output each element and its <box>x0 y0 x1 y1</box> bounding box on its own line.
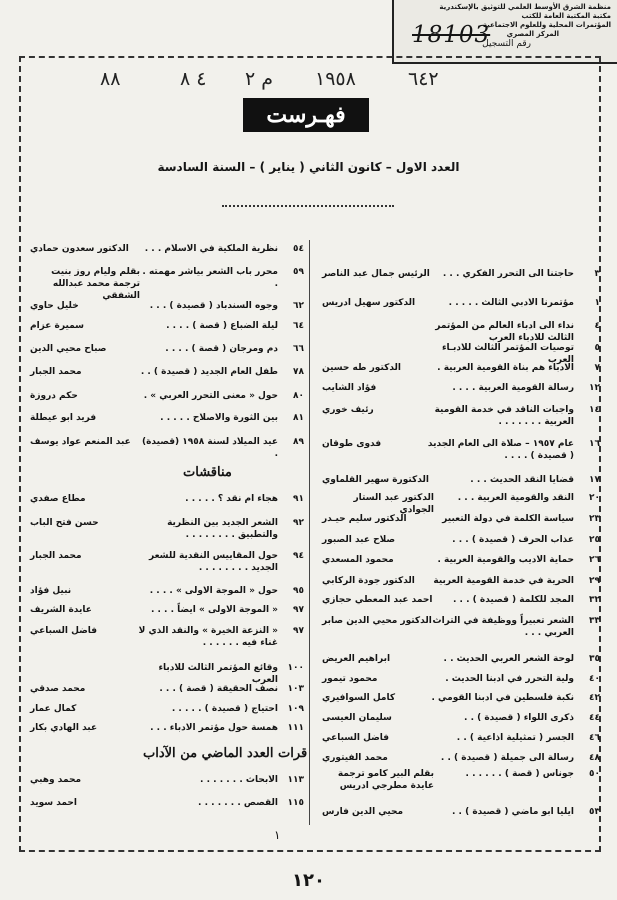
right_column-entry <box>322 673 600 687</box>
entry-author: سليمان العيسى <box>322 713 392 723</box>
stamp-line-3: المؤتمرات المحلية وللعلوم الاجتماعية <box>482 21 611 29</box>
left_column-entry <box>30 243 304 257</box>
entry-title: رسالة الى جميلة ( قصيدة ) . . <box>440 753 574 763</box>
left_column-entry <box>30 436 304 459</box>
right_column-entry <box>322 653 600 667</box>
right_column-entry <box>322 712 600 726</box>
right_column-entry <box>322 382 600 396</box>
right_column-entry <box>322 615 600 641</box>
entry-author: خليل حاوي <box>30 301 79 311</box>
handwritten-issue: م ٢ <box>245 68 274 90</box>
entry-title: نداء الى ادباء العالم من المؤتمر الثالث للادباء العرب <box>435 321 574 343</box>
entry-title: ليلة الضباع ( قصة ) . . . . <box>166 321 278 331</box>
entry-author: عبد المنعم عواد يوسف <box>30 437 131 447</box>
entry-page-number: ٦٦ <box>293 344 304 354</box>
entry-author: بقلم وليام روز بنيت ترجمة محمد عبدالله الشفقي <box>51 267 140 301</box>
entry-page-number: ٢٩ <box>589 576 600 586</box>
entry-page-number: ٢٥ <box>589 535 600 545</box>
entry-title: احتياج ( قصيدة ) . . . . . <box>171 704 278 714</box>
left_column-entry <box>30 412 304 426</box>
entry-title: ايليا ابو ماضي ( قصيدة ) . . <box>452 807 574 817</box>
entry-page-number: ٩٧ <box>293 626 304 636</box>
entry-page-number: ٧ <box>594 363 600 373</box>
entry-page-number: ١٢ <box>589 383 600 393</box>
entry-title: القصص . . . . . . . <box>198 798 278 808</box>
handwritten-year: ١٩٥٨ <box>315 68 356 90</box>
discussions-entry <box>30 662 304 685</box>
entry-page-number: ٢٣ <box>589 514 600 524</box>
entry-author: الدكتورة سهير القلماوي <box>322 475 429 485</box>
entry-author: الدكتور محيي الدين صابر <box>322 616 432 626</box>
stamp-line-4: المركز المصري <box>506 30 559 38</box>
discussions-entry <box>30 517 304 543</box>
right_column-entry <box>322 575 600 589</box>
entry-title: طفل العام الجديد ( قصيدة ) . . <box>140 367 278 377</box>
entry-title: ولية التحرر في ادبنا الحديث . <box>445 674 574 684</box>
entry-title: مؤتمرنا الادبي الثالث . . . . . <box>448 298 574 308</box>
right_column-entry <box>322 362 600 376</box>
entry-author: الدكتور جودة الركابي <box>322 576 415 586</box>
entry-title: الادباء هم بناة القومية العربية . <box>437 363 574 373</box>
entry-page-number: ٥٤ <box>293 244 304 254</box>
entry-author: احمد سويد <box>30 798 78 808</box>
handwritten-page: ٨٨ <box>100 68 121 90</box>
left_column-entry <box>30 390 304 404</box>
entry-page-number: ١١٣ <box>287 775 304 785</box>
right_column-entry <box>322 732 600 746</box>
entry-page-number: ٩٧ <box>293 605 304 615</box>
entry-author: فاضل السباعي <box>322 733 390 743</box>
footer-mark: ١ <box>274 828 281 842</box>
entry-title: حول « الموجة الاولى » . . . . <box>149 586 278 596</box>
right_column-entry <box>322 534 600 548</box>
entry-author: مطاع صفدي <box>30 494 86 504</box>
entry-author: احمد عبد المعطي حجازي <box>322 595 433 605</box>
dotted-separator <box>222 205 394 207</box>
right_column-entry <box>322 554 600 568</box>
entry-title: الحرية في خدمة القومية العربية <box>433 576 574 586</box>
entry-page-number: ٨١ <box>293 413 304 423</box>
entry-title: نكبة فلسطين في ادبنا القومي . <box>431 693 574 703</box>
handwritten-code: ٦٤٢ <box>408 68 439 90</box>
entry-author: محيي الدين فارس <box>322 807 404 817</box>
entry-page-number: ٥٩ <box>293 267 304 277</box>
discussions-entry <box>30 722 304 736</box>
entry-page-number: ٤٢ <box>589 693 600 703</box>
stamp-line-1: منظمة الشرق الأوسط العلمي للتوثيق بالإسكندرية <box>439 3 611 11</box>
entry-title: الشعر تعبيراً ووظيفة في التراث العربي . . . <box>432 616 574 638</box>
entry-title: محرر باب الشعر بياشر مهمته . . <box>142 267 278 289</box>
entry-page-number: ١٦ <box>589 439 600 449</box>
entry-page-number: ٣٥ <box>589 654 600 664</box>
entry-page-number: ٩١ <box>293 494 304 504</box>
entry-title: رسالة القومية العربية . . . . <box>452 383 574 393</box>
entry-page-number: ٤٠ <box>589 674 600 684</box>
readers-heading: قرات العدد الماضي من الآداب <box>143 746 308 761</box>
entry-title: هجاء ام نقد ؟ . . . . . <box>185 494 278 504</box>
stamp-line-2: مكتبة المكتبة العامة للكتب <box>521 12 611 20</box>
entry-author: سميرة عزام <box>30 321 85 331</box>
entry-page-number: ٧٨ <box>293 367 304 377</box>
issue-line: العدد الاول – كانون الثاني ( يناير ) – السنة السادسة <box>157 160 460 174</box>
discussions-entry <box>30 703 304 717</box>
entry-page-number: ٣٣ <box>589 616 600 626</box>
right_column-entry <box>322 594 600 608</box>
entry-author: كامل السوافيري <box>322 693 396 703</box>
entry-title: الجسر ( تمثيلية اذاعية ) . . <box>456 733 574 743</box>
entry-author: ابراهيم العريض <box>322 654 391 664</box>
entry-title: بين الثورة والاصلاح . . . . . <box>160 413 278 423</box>
entry-author: الدكتور عبد الستار الجوادي <box>353 493 434 515</box>
right_column-entry <box>322 297 600 311</box>
entry-author: صباح محيي الدين <box>30 344 107 354</box>
entry-title: دم ومرجان ( قصة ) . . . . <box>165 344 278 354</box>
entry-author: الدكتور سعدون حمادي <box>30 244 129 254</box>
entry-author: محمد صدقي <box>30 684 86 694</box>
entry-author: رئيف خوري <box>322 405 374 415</box>
readers-entry <box>30 774 304 788</box>
left_column-entry <box>30 320 304 334</box>
entry-page-number: ١٤ <box>589 405 600 415</box>
entry-title: عيد الميلاد لسنة ١٩٥٨ (قصيدة) . <box>141 437 278 459</box>
right_column-entry <box>322 806 600 820</box>
discussions-entry <box>30 625 304 651</box>
entry-page-number: ٩٥ <box>293 586 304 596</box>
entry-title: النقد والقومية العربية . . . <box>457 493 574 503</box>
entry-page-number: ٤٦ <box>589 733 600 743</box>
entry-title: واجبات الناقد في خدمة القومية العربية . . . . . . . <box>434 405 574 427</box>
entry-author: حكم دروزة <box>30 391 78 401</box>
entry-page-number: ٢٦ <box>589 555 600 565</box>
entry-page-number: ٨٠ <box>293 391 304 401</box>
entry-page-number: ٩٢ <box>293 518 304 528</box>
right_column-entry <box>322 513 600 527</box>
entry-title: نصف الحقيقة ( قصة ) . . . <box>159 684 278 694</box>
readers-entry <box>30 797 304 811</box>
right_column-entry <box>322 474 600 488</box>
entry-title: همسة حول مؤتمر الادباء . . . <box>150 723 278 733</box>
entry-author: محمد الجبار <box>30 367 82 377</box>
entry-title: « الموجة الاولى » ايضاً . . . . <box>150 605 278 615</box>
entry-author: عايدة الشريف <box>30 605 92 615</box>
right_column-entry <box>322 342 600 365</box>
entry-page-number: ٥ <box>594 343 600 353</box>
entry-page-number: ١٠٩ <box>287 704 304 714</box>
registration-number: 18103 <box>412 22 491 48</box>
entry-author: فريد ابو عيطلة <box>30 413 97 423</box>
entry-page-number: ١٠٣ <box>287 684 304 694</box>
entry-page-number: ٢٠ <box>589 493 600 503</box>
entry-page-number: ٣٢ <box>589 595 600 605</box>
left_column-entry <box>30 300 304 314</box>
entry-author: نبيل فؤاد <box>30 586 72 596</box>
entry-page-number: ٨٩ <box>293 437 304 447</box>
entry-author: الدكتور سهيل ادريس <box>322 298 416 308</box>
entry-author: الرئيس جمال عبد الناصر <box>322 269 430 279</box>
entry-title: « النزعة الخيرة » والنقد الذي لا غناء فيه . . . . . . <box>138 626 278 648</box>
right_column-entry <box>322 752 600 766</box>
entry-title: سياسة الكلمة في دولة التعبير <box>442 514 574 524</box>
discussions-entry <box>30 493 304 507</box>
right_column-entry <box>322 268 600 282</box>
entry-title: توصيات المؤتمر الثالث للادبـاء العرب <box>441 343 574 365</box>
entry-title: حول « معنى التحرر العربي » . <box>143 391 278 401</box>
entry-page-number: ١٧ <box>589 475 600 485</box>
entry-title: قضايا النقد الحديث . . . <box>470 475 574 485</box>
entry-page-number: ٥٣ <box>589 807 600 817</box>
entry-author: صلاح عبد الصبور <box>322 535 396 545</box>
entry-title: ذكرى اللواء ( قصيدة ) . . <box>464 713 574 723</box>
entry-author: فدوى طوقان <box>322 439 382 449</box>
right_column-entry <box>322 768 600 794</box>
entry-author: عبد الهادي بكار <box>30 723 98 733</box>
entry-page-number: ١١١ <box>287 723 304 733</box>
registration-stamp <box>392 0 617 64</box>
entry-page-number: ١١٥ <box>287 798 304 808</box>
right_column-entry <box>322 492 600 515</box>
entry-title: عام ١٩٥٧ – صلاة الى العام الجديد ( قصيدة ) . . . . <box>427 439 574 461</box>
left_column-entry <box>30 343 304 357</box>
left_column-entry <box>30 266 304 301</box>
entry-page-number: ٦٤ <box>293 321 304 331</box>
page-title: فهـرست <box>243 98 369 132</box>
right_column-entry <box>322 320 600 343</box>
entry-page-number: ٤ <box>594 321 600 331</box>
entry-title: الابحاث . . . . . . . <box>200 775 278 785</box>
registration-label: رقم التسجيل <box>482 39 531 49</box>
discussions-entry <box>30 604 304 618</box>
entry-title: حماية الاديب والقومية العربية . <box>437 555 574 565</box>
entry-title: وجوه السندباد ( قصيدة ) . . . <box>149 301 278 311</box>
entry-title: وقائع المؤتمر الثالث للادباء العرب <box>158 663 278 685</box>
entry-title: حاجتنا الى التحرر الفكري . . . <box>442 269 574 279</box>
discussions-entry <box>30 683 304 697</box>
entry-author: كمال عمار <box>30 704 77 714</box>
right_column-entry <box>322 692 600 706</box>
left_column-entry <box>30 366 304 380</box>
entry-author: محمد وهبي <box>30 775 82 785</box>
entry-author: محمود المسعدي <box>322 555 394 565</box>
discussions-heading: مناقشات <box>183 465 232 480</box>
entry-author: بقلم البير كامو ترجمة عايدة مطرجي ادريس <box>337 769 434 791</box>
entry-author: حسن فتح الباب <box>30 518 99 528</box>
entry-page-number: ٥٠ <box>589 769 600 779</box>
entry-page-number: ٩٤ <box>293 551 304 561</box>
entry-title: حول المقاييس النقدية للشعر الجديد . . . . . . . . <box>148 551 278 573</box>
entry-author: الدكتور طه حسين <box>322 363 402 373</box>
entry-author: محمود تيمور <box>322 674 378 684</box>
entry-title: المجد للكلمة ( قصيدة ) . . . <box>453 595 574 605</box>
entry-page-number: ٤٨ <box>589 753 600 763</box>
handwritten-number: ٤ ٨ <box>180 68 207 90</box>
page-number: ١٢٠ <box>292 870 325 891</box>
discussions-entry <box>30 585 304 599</box>
entry-title: عذاب الحرف ( قصيدة ) . . . <box>452 535 574 545</box>
column-divider <box>309 240 310 825</box>
entry-title: لوحة الشعر العربي الحديث . . <box>443 654 574 664</box>
entry-author: الدكتور سليم حيـدر <box>322 514 407 524</box>
entry-page-number: ١٠٠ <box>287 663 304 673</box>
right_column-entry <box>322 438 600 464</box>
discussions-entry <box>30 550 304 576</box>
entry-page-number: ٦٢ <box>293 301 304 311</box>
entry-author: فؤاد الشايب <box>322 383 377 393</box>
entry-author: محمد الجبار <box>30 551 82 561</box>
entry-title: الشعر الجديد بين النظرية والتطبيق . . . . . . . . <box>167 518 278 540</box>
entry-page-number: ١ <box>594 298 600 308</box>
right_column-entry <box>322 404 600 430</box>
entry-page-number: ٤٤ <box>589 713 600 723</box>
entry-author: محمد الفيتوري <box>322 753 388 763</box>
entry-page-number: ٣ <box>594 269 600 279</box>
entry-title: نظرية الملكية في الاسلام . . . <box>144 244 278 254</box>
entry-title: جوناس ( قصة ) . . . . . . <box>465 769 574 779</box>
entry-author: فاضل السباعي <box>30 626 98 636</box>
